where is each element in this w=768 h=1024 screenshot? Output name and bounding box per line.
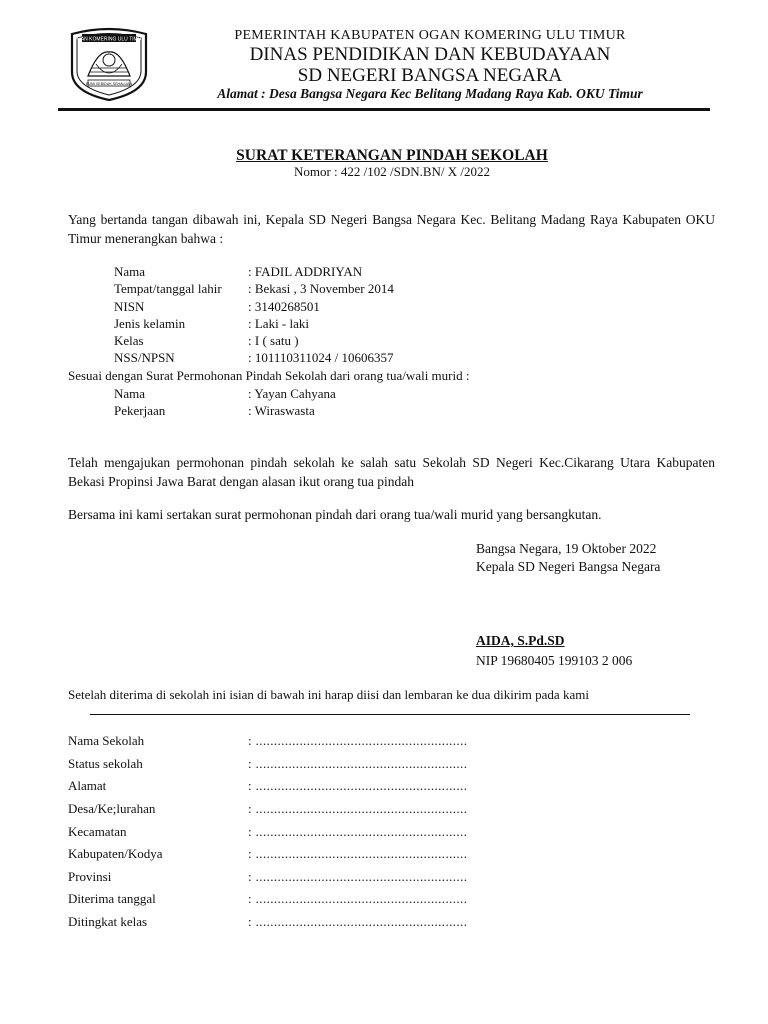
parent-intro: Sesuai dengan Surat Permohonan Pindah Sekolah dari orang tua/wali murid : <box>68 368 470 383</box>
signer-position: Kepala SD Negeri Bangsa Negara <box>476 559 661 574</box>
receipt-intro: Setelah diterima di sekolah ini isian di bawah ini harap diisi dan lembaran ke dua dikirim pada kami <box>68 687 589 702</box>
receipt-field-label: Ditingkat kelas <box>68 914 148 929</box>
header-department: DINAS PENDIDIKAN DAN KEBUDAYAAN <box>249 44 611 65</box>
student-value: : Laki - laki <box>248 316 310 331</box>
logo-text: OGAN KOMERING ULU TIMUR <box>73 36 145 43</box>
receipt-field-blank: : .......................................................... <box>248 756 468 771</box>
receipt-field-blank: : .......................................................... <box>248 891 468 906</box>
parent-label: Pekerjaan <box>114 403 166 418</box>
student-label: Kelas <box>114 333 144 348</box>
receipt-field-blank: : .......................................................... <box>248 733 468 748</box>
receipt-field-label: Nama Sekolah <box>68 733 145 748</box>
place-date: Bangsa Negara, 19 Oktober 2022 <box>476 541 657 556</box>
receipt-field-label: Diterima tanggal <box>68 891 156 906</box>
parent-value: : Yayan Cahyana <box>248 386 336 401</box>
section-divider <box>90 714 690 715</box>
receipt-field-blank: : .......................................................... <box>248 869 468 884</box>
receipt-field-label: Kabupaten/Kodya <box>68 846 163 861</box>
student-label: Tempat/tanggal lahir <box>114 281 222 296</box>
receipt-field-blank: : .......................................................... <box>248 824 468 839</box>
student-label: Nama <box>114 264 146 279</box>
district-logo <box>68 24 150 102</box>
student-label: NSS/NPSN <box>114 350 175 365</box>
header-divider <box>58 108 710 111</box>
signer-nip: NIP 19680405 199103 2 006 <box>476 653 633 668</box>
student-label: Jenis kelamin <box>114 316 186 331</box>
logo-motto: BUMI SEBIDUK SEHALUAN <box>85 82 133 86</box>
receipt-field-label: Kecamatan <box>68 824 127 839</box>
attachment-note: Bersama ini kami sertakan surat permohonan pindah dari orang tua/wali murid yang bersangkutan. <box>68 507 602 522</box>
header-government: PEMERINTAH KABUPATEN OGAN KOMERING ULU TIMUR <box>234 28 626 43</box>
signer-name: AIDA, S.Pd.SD <box>476 633 565 648</box>
body-paragraph: Telah mengajukan permohonan pindah sekolah ke salah satu Sekolah SD Negeri Kec.Cikarang Utara Kabupaten Bekasi Propinsi Jawa Barat dengan alasan ikut orang tua pindah <box>68 455 715 489</box>
letter-title: SURAT KETERANGAN PINDAH SEKOLAH <box>236 147 548 164</box>
letter-number: Nomor : 422 /102 /SDN.BN/ X /2022 <box>293 164 491 179</box>
student-value: : I ( satu ) <box>248 333 299 348</box>
receipt-field-blank: : .......................................................... <box>248 914 468 929</box>
student-value: : FADIL ADDRIYAN <box>248 264 363 279</box>
parent-label: Nama <box>114 386 146 401</box>
header-school: SD NEGERI BANGSA NEGARA <box>297 65 563 86</box>
intro-paragraph: Yang bertanda tangan dibawah ini, Kepala SD Negeri Bangsa Negara Kec. Belitang Madang Raya Kabupaten OKU Timur menerangkan bahwa : <box>68 212 715 246</box>
receipt-field-blank: : .......................................................... <box>248 801 468 816</box>
header-address: Alamat : Desa Bangsa Negara Kec Belitang Madang Raya Kab. OKU Timur <box>217 86 643 101</box>
student-label: NISN <box>114 299 145 314</box>
parent-value: : Wiraswasta <box>248 403 315 418</box>
receipt-field-blank: : .......................................................... <box>248 778 468 793</box>
receipt-field-label: Provinsi <box>68 869 112 884</box>
receipt-field-label: Status sekolah <box>68 756 143 771</box>
student-value: : 3140268501 <box>248 299 320 314</box>
receipt-field-blank: : .......................................................... <box>248 846 468 861</box>
student-value: : Bekasi , 3 November 2014 <box>248 281 394 296</box>
receipt-field-label: Alamat <box>68 778 107 793</box>
receipt-field-label: Desa/Ke;lurahan <box>68 801 156 816</box>
student-value: : 101110311024 / 10606357 <box>248 350 394 365</box>
